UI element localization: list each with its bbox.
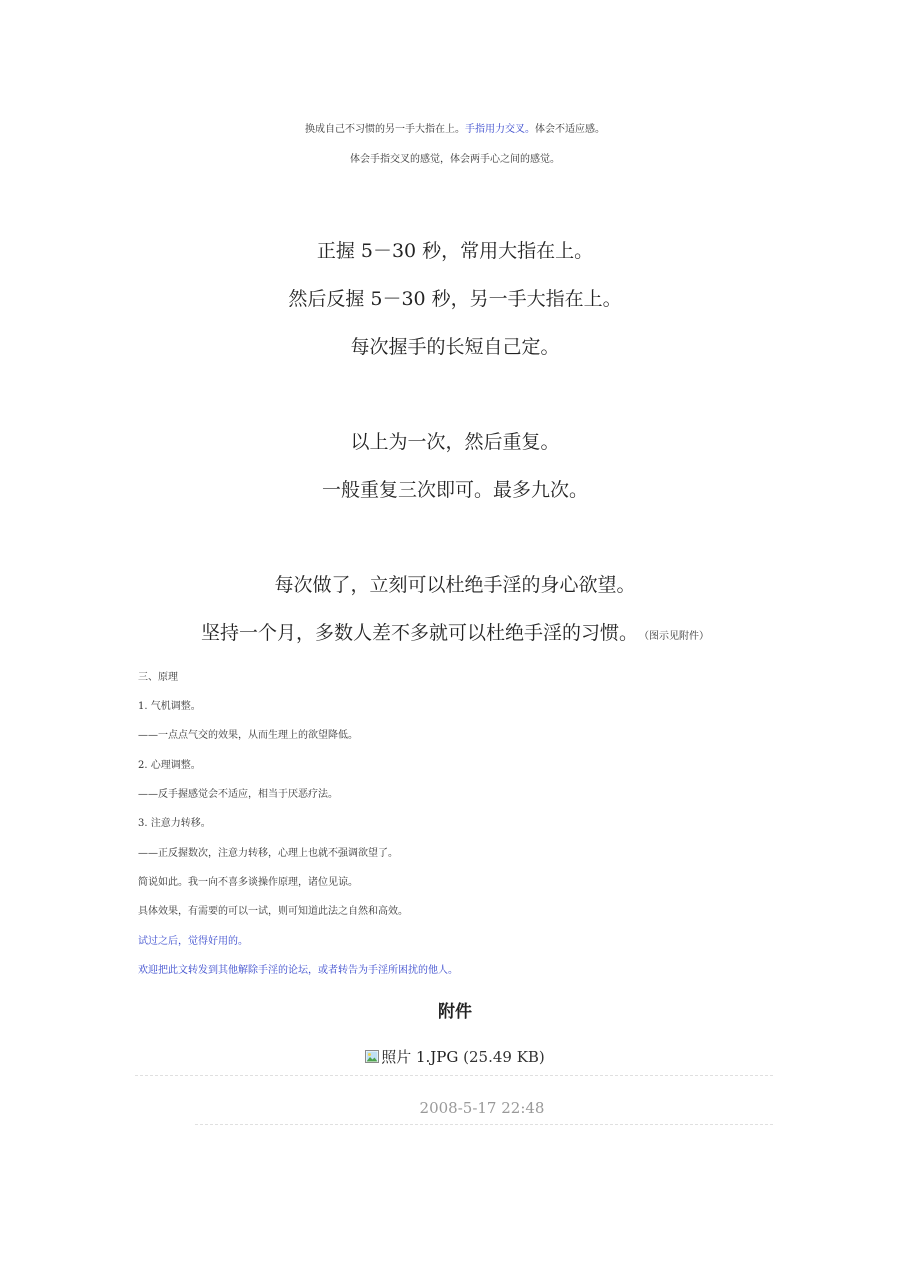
- intro-line-2: 体会手指交叉的感觉，体会两手心之间的感觉。: [350, 154, 560, 165]
- post-date: 2008-5-17 22:48: [419, 1099, 545, 1117]
- attachment-size: (25.49 KB): [463, 1048, 545, 1066]
- intro-line-1-post: 体会不适应感。: [535, 124, 605, 135]
- step-line-6: 每次做了，立刻可以杜绝手淫的身心欲望。: [274, 574, 636, 596]
- step-line-7-text: 坚持一个月，多数人差不多就可以杜绝手淫的习惯。: [200, 622, 638, 644]
- closing-line-4: 欢迎把此文转发到其他解除手淫的论坛，或者转告为手淫所困扰的他人。: [138, 965, 458, 976]
- principle-item-3-desc: ——正反握数次，注意力转移，心理上也就不强调欲望了。: [138, 848, 398, 859]
- attachment-heading: 附件: [438, 1002, 472, 1022]
- principle-item-3: 3. 注意力转移。: [138, 818, 211, 829]
- step-line-3: 每次握手的长短自己定。: [350, 336, 560, 358]
- step-line-4: 以上为一次，然后重复。: [350, 431, 560, 453]
- closing-line-1: 简说如此。我一向不喜多谈操作原理，诸位见谅。: [138, 877, 358, 888]
- attachment-row: [0, 1046, 910, 1068]
- step-line-7: [0, 620, 910, 650]
- step-line-2: 然后反握 5－30 秒，另一手大指在上。: [288, 288, 622, 310]
- divider-bottom: [195, 1124, 773, 1125]
- attachment-note: （图示见附件）: [644, 631, 709, 642]
- closing-line-3: 试过之后，觉得好用的。: [138, 936, 248, 947]
- intro-line-1-highlight: 手指用力交叉。: [465, 124, 535, 135]
- principle-item-1: 1. 气机调整。: [138, 701, 201, 712]
- closing-line-2: 具体效果，有需要的可以一试，则可知道此法之自然和高效。: [138, 906, 408, 917]
- attachment-filename[interactable]: 照片 1.JPG: [381, 1048, 459, 1066]
- intro-line-1-pre: 换成自己不习惯的另一手大指在上。: [305, 124, 465, 135]
- divider-top: [135, 1075, 773, 1076]
- principle-item-1-desc: ——一点点气交的效果，从而生理上的欲望降低。: [138, 730, 358, 741]
- step-line-5: 一般重复三次即可。最多九次。: [321, 479, 588, 501]
- step-line-1: 正握 5－30 秒，常用大指在上。: [316, 240, 594, 262]
- image-file-icon[interactable]: [365, 1047, 379, 1060]
- principle-item-2: 2. 心理调整。: [138, 760, 201, 771]
- principles-heading: 三、原理: [138, 672, 178, 683]
- principle-item-2-desc: ——反手握感觉会不适应，相当于厌恶疗法。: [138, 789, 338, 800]
- intro-line-1: [0, 123, 910, 137]
